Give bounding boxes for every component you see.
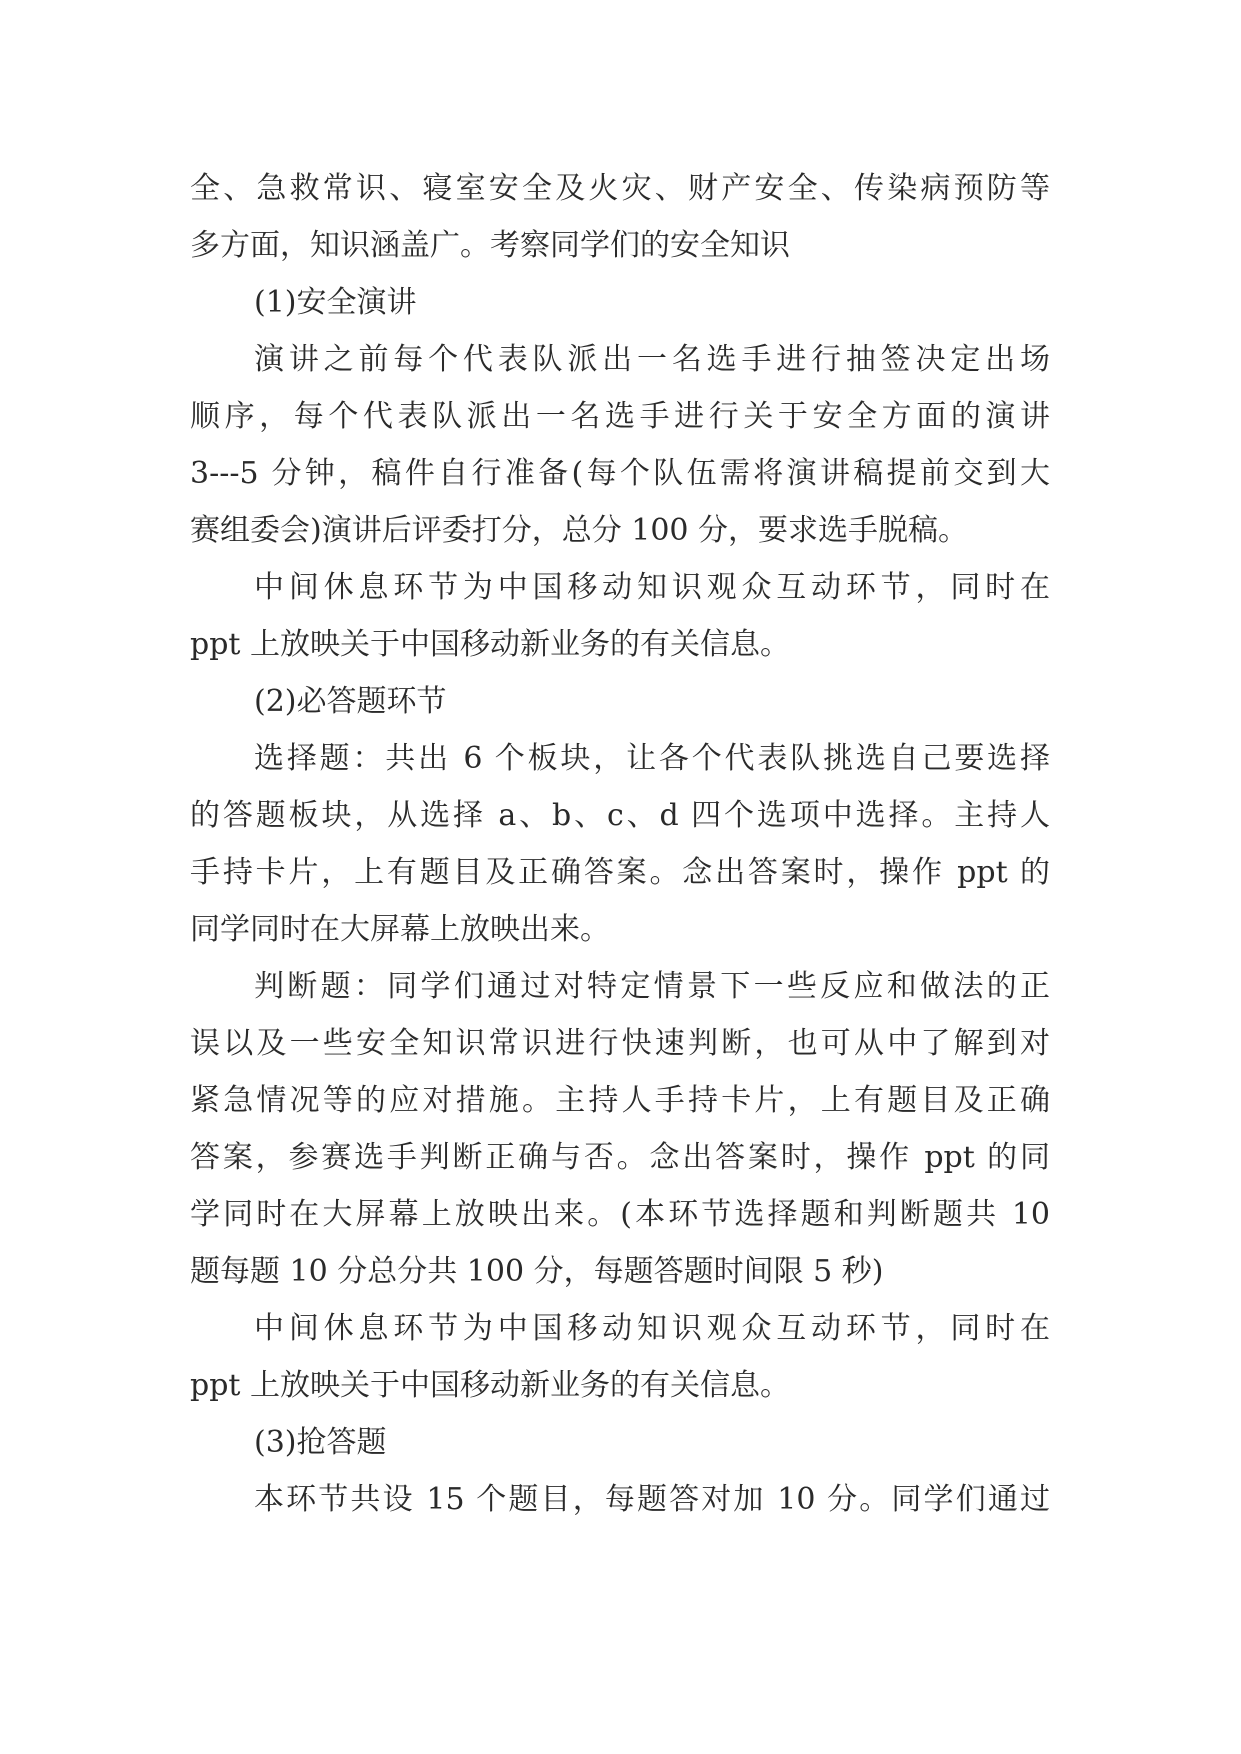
body-line: 顺序，每个代表队派出一名选手进行关于安全方面的演讲 bbox=[190, 399, 1050, 434]
body-line: ppt 上放映关于中国移动新业务的有关信息。 bbox=[190, 1368, 790, 1403]
body-line: ppt 上放映关于中国移动新业务的有关信息。 bbox=[190, 627, 790, 662]
section-heading-required-questions: (2)必答题环节 bbox=[254, 684, 447, 719]
body-line: 3---5 分钟，稿件自行准备(每个队伍需将演讲稿提前交到大 bbox=[190, 456, 1050, 491]
section-heading-quick-answer: (3)抢答题 bbox=[254, 1425, 387, 1460]
body-line: 紧急情况等的应对措施。主持人手持卡片，上有题目及正确 bbox=[190, 1083, 1050, 1118]
body-line: 中间休息环节为中国移动知识观众互动环节，同时在 bbox=[254, 570, 1050, 605]
document-body bbox=[190, 160, 1050, 1528]
body-line: 的答题板块，从选择 a、b、c、d 四个选项中选择。主持人 bbox=[190, 798, 1050, 833]
body-line: 赛组委会)演讲后评委打分，总分 100 分，要求选手脱稿。 bbox=[190, 513, 969, 548]
body-line: 中间休息环节为中国移动知识观众互动环节，同时在 bbox=[254, 1311, 1050, 1346]
body-line: 演讲之前每个代表队派出一名选手进行抽签决定出场 bbox=[254, 342, 1050, 377]
body-line: 多方面，知识涵盖广。考察同学们的安全知识 bbox=[190, 228, 790, 263]
body-line: 同学同时在大屏幕上放映出来。 bbox=[190, 912, 610, 947]
body-line: 全、急救常识、寝室安全及火灾、财产安全、传染病预防等 bbox=[190, 171, 1050, 206]
body-line: 学同时在大屏幕上放映出来。(本环节选择题和判断题共 10 bbox=[190, 1197, 1050, 1232]
body-line: 答案，参赛选手判断正确与否。念出答案时，操作 ppt 的同 bbox=[190, 1140, 1050, 1175]
body-line: 本环节共设 15 个题目，每题答对加 10 分。同学们通过 bbox=[254, 1482, 1050, 1517]
body-line: 手持卡片，上有题目及正确答案。念出答案时，操作 ppt 的 bbox=[190, 855, 1050, 890]
body-line: 判断题：同学们通过对特定情景下一些反应和做法的正 bbox=[254, 969, 1050, 1004]
body-line: 题每题 10 分总分共 100 分，每题答题时间限 5 秒) bbox=[190, 1254, 884, 1289]
body-line: 选择题：共出 6 个板块，让各个代表队挑选自己要选择 bbox=[254, 741, 1050, 776]
section-heading-speech: (1)安全演讲 bbox=[254, 285, 417, 320]
body-line: 误以及一些安全知识常识进行快速判断，也可从中了解到对 bbox=[190, 1026, 1050, 1061]
